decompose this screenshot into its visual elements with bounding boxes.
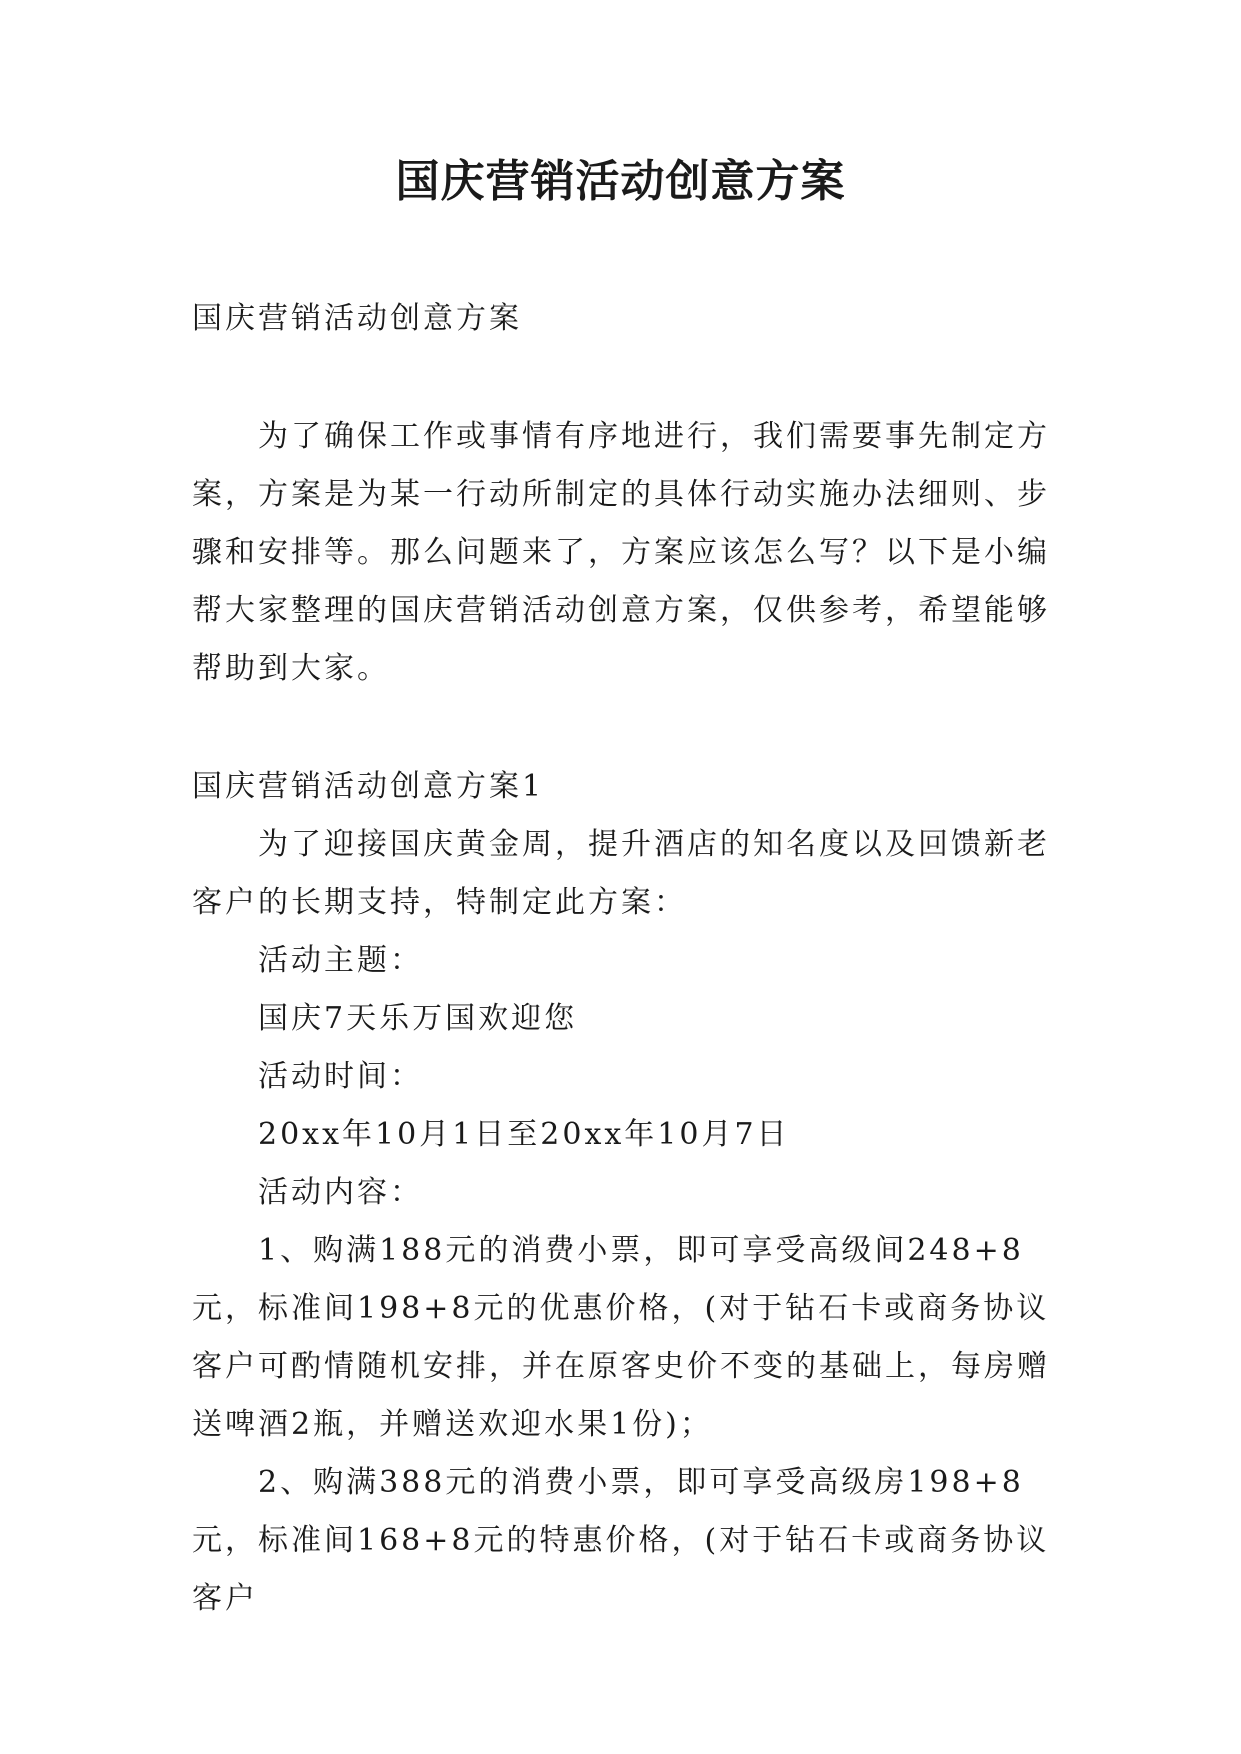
theme-label: 活动主题： (258, 943, 423, 978)
document-title: 国庆营销活动创意方案 (395, 156, 846, 207)
document-subtitle: 国庆营销活动创意方案 (192, 301, 522, 336)
time-value: 20xx年10月1日至20xx年10月7日 (258, 1117, 790, 1152)
content-label: 活动内容： (258, 1175, 423, 1210)
section-heading: 国庆营销活动创意方案1 (192, 769, 545, 804)
content-item-2: 2、购满388元的消费小票，即可享受高级房198+8元，标准间168+8元的特惠价格，(对于钻石卡或商务协议客户 (192, 1465, 1050, 1616)
time-label: 活动时间： (258, 1059, 423, 1094)
document-body (192, 290, 1062, 1628)
intro-paragraph: 为了确保工作或事情有序地进行，我们需要事先制定方案，方案是为某一行动所制定的具体行动实施办法细则、步骤和安排等。那么问题来了，方案应该怎么写？以下是小编帮大家整理的国庆营销活动创意方案，仅供参考，希望能够帮助到大家。 (192, 419, 1050, 686)
content-item-1: 1、购满188元的消费小票，即可享受高级间248+8元，标准间198+8元的优惠价格，(对于钻石卡或商务协议客户可酌情随机安排，并在原客史价不变的基础上，每房赠送啤酒2瓶，并赠送欢迎水果1份)； (192, 1233, 1050, 1442)
theme-value: 国庆7天乐万国欢迎您 (258, 1001, 578, 1036)
section-paragraph: 为了迎接国庆黄金周，提升酒店的知名度以及回馈新老客户的长期支持，特制定此方案： (192, 827, 1050, 920)
